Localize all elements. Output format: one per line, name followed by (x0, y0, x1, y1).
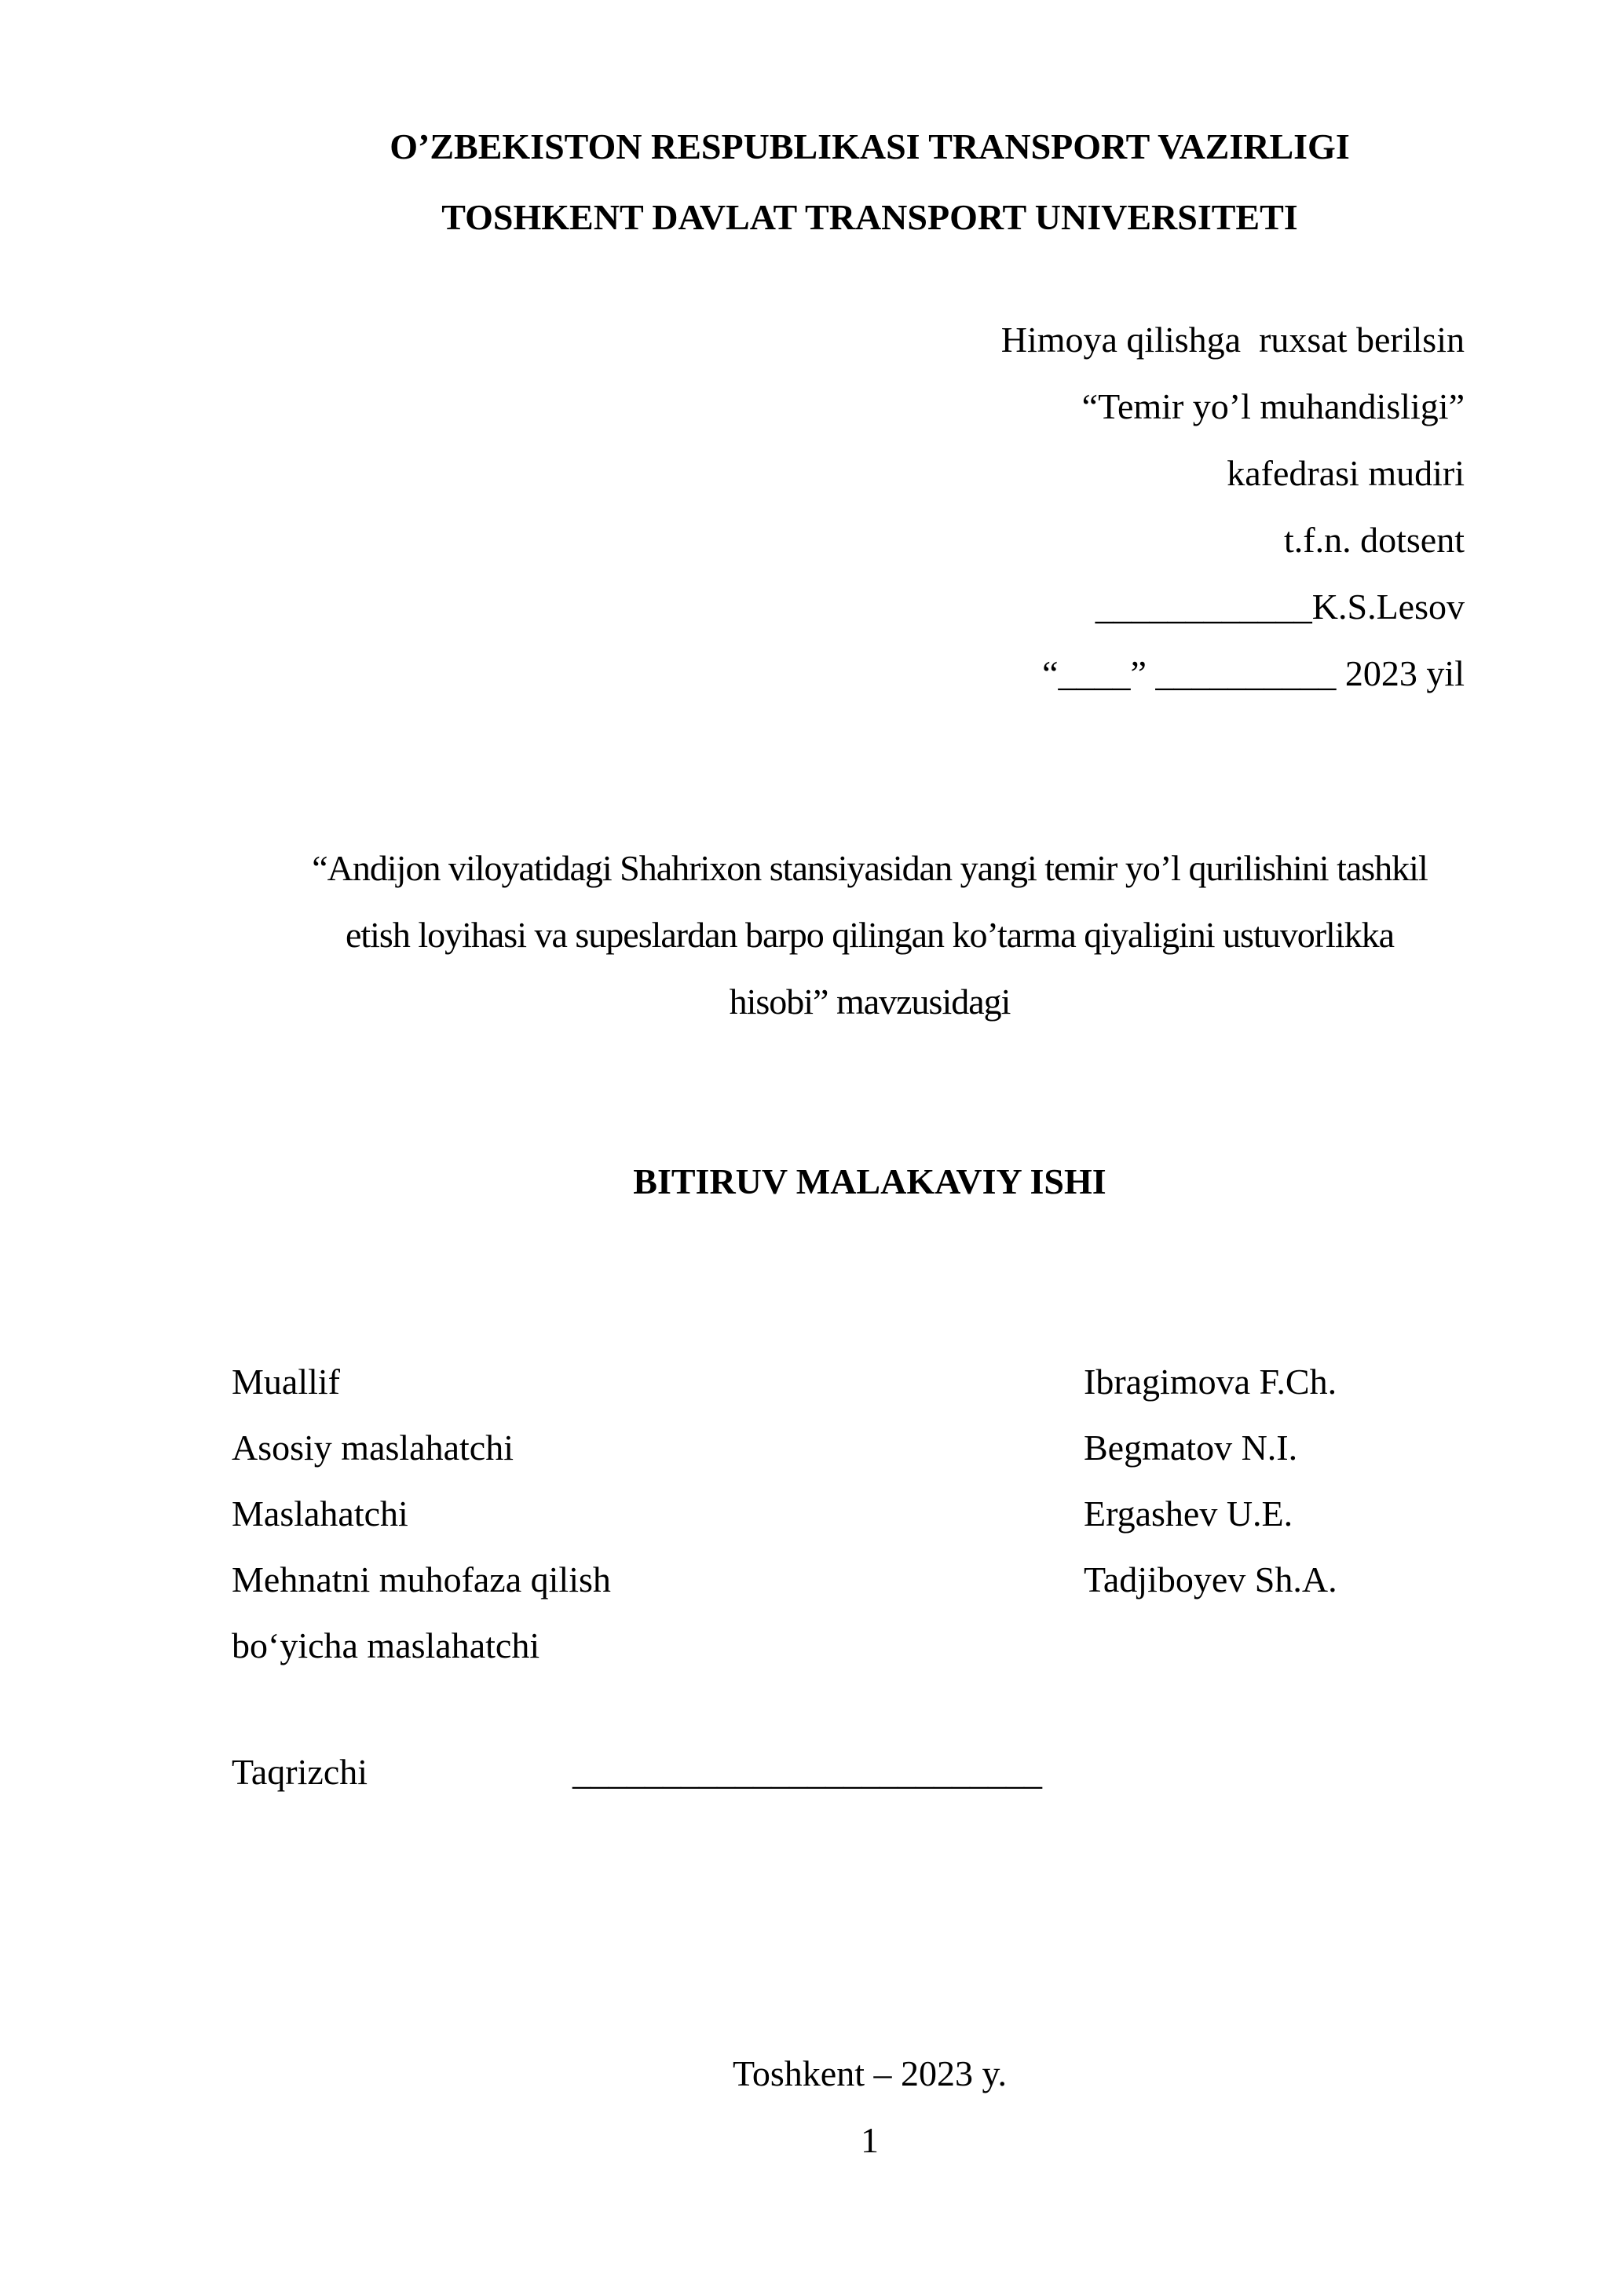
thesis-topic-line-3: hisobi” mavzusidagi (729, 982, 1011, 1022)
name-main-advisor: Begmatov N.I. (1084, 1428, 1298, 1468)
role-safety-advisor: Mehnatni muhofaza qilish (232, 1559, 611, 1600)
thesis-topic (232, 835, 1508, 1035)
reviewer-signature-line: __________________________ (572, 1752, 1042, 1792)
people-row-safety-advisor-cont (232, 1613, 1508, 1679)
university-header (232, 112, 1508, 253)
page-number: 1 (861, 2120, 879, 2160)
people-row-main-advisor (232, 1415, 1508, 1481)
reviewer-label: Taqrizchi (232, 1752, 368, 1792)
people-list (232, 1349, 1508, 1679)
approval-department-name: “Temir yo’l muhandisligi” (1081, 386, 1465, 426)
name-advisor: Ergashev U.E. (1084, 1493, 1293, 1534)
approval-degree-title: t.f.n. dotsent (1284, 520, 1465, 560)
role-safety-advisor-cont: boʻyicha maslahatchi (232, 1625, 540, 1665)
reviewer-row (232, 1738, 1508, 1805)
approval-block (232, 306, 1508, 707)
thesis-topic-line-2: etish loyihasi va supeslardan barpo qilingan ko’tarma qiyaligini ustuvorlikka (345, 915, 1395, 955)
city-year-line: Toshkent – 2023 y. (733, 2053, 1007, 2093)
university-title: TOSHKENT DAVLAT TRANSPORT UNIVERSITETI (441, 197, 1298, 237)
role-author: Muallif (232, 1362, 340, 1402)
people-row-author (232, 1349, 1508, 1415)
thesis-topic-line-1: “Andijon viloyatidagi Shahrixon stansiyasidan yangi temir yo’l qurilishini tashkil (312, 848, 1428, 888)
role-advisor: Maslahatchi (232, 1493, 408, 1534)
approval-department-head: kafedrasi mudiri (1227, 453, 1465, 493)
name-safety-advisor-cont (1084, 1613, 1508, 1679)
approval-date-line: “____” __________ 2023 yil (1042, 653, 1465, 693)
name-author: Ibragimova F.Ch. (1084, 1362, 1337, 1402)
approval-signature-line: ____________K.S.Lesov (1095, 587, 1465, 627)
people-row-safety-advisor (232, 1547, 1508, 1613)
role-main-advisor: Asosiy maslahatchi (232, 1428, 514, 1468)
people-row-advisor (232, 1481, 1508, 1547)
name-safety-advisor: Tadjiboyev Sh.A. (1084, 1559, 1337, 1600)
work-type-title: BITIRUV MALAKAVIY ISHI (633, 1161, 1106, 1201)
ministry-title: O’ZBEKISTON RESPUBLIKASI TRANSPORT VAZIRLIGI (390, 126, 1350, 166)
approval-permission-line: Himoya qilishga ruxsat berilsin (1000, 320, 1465, 360)
